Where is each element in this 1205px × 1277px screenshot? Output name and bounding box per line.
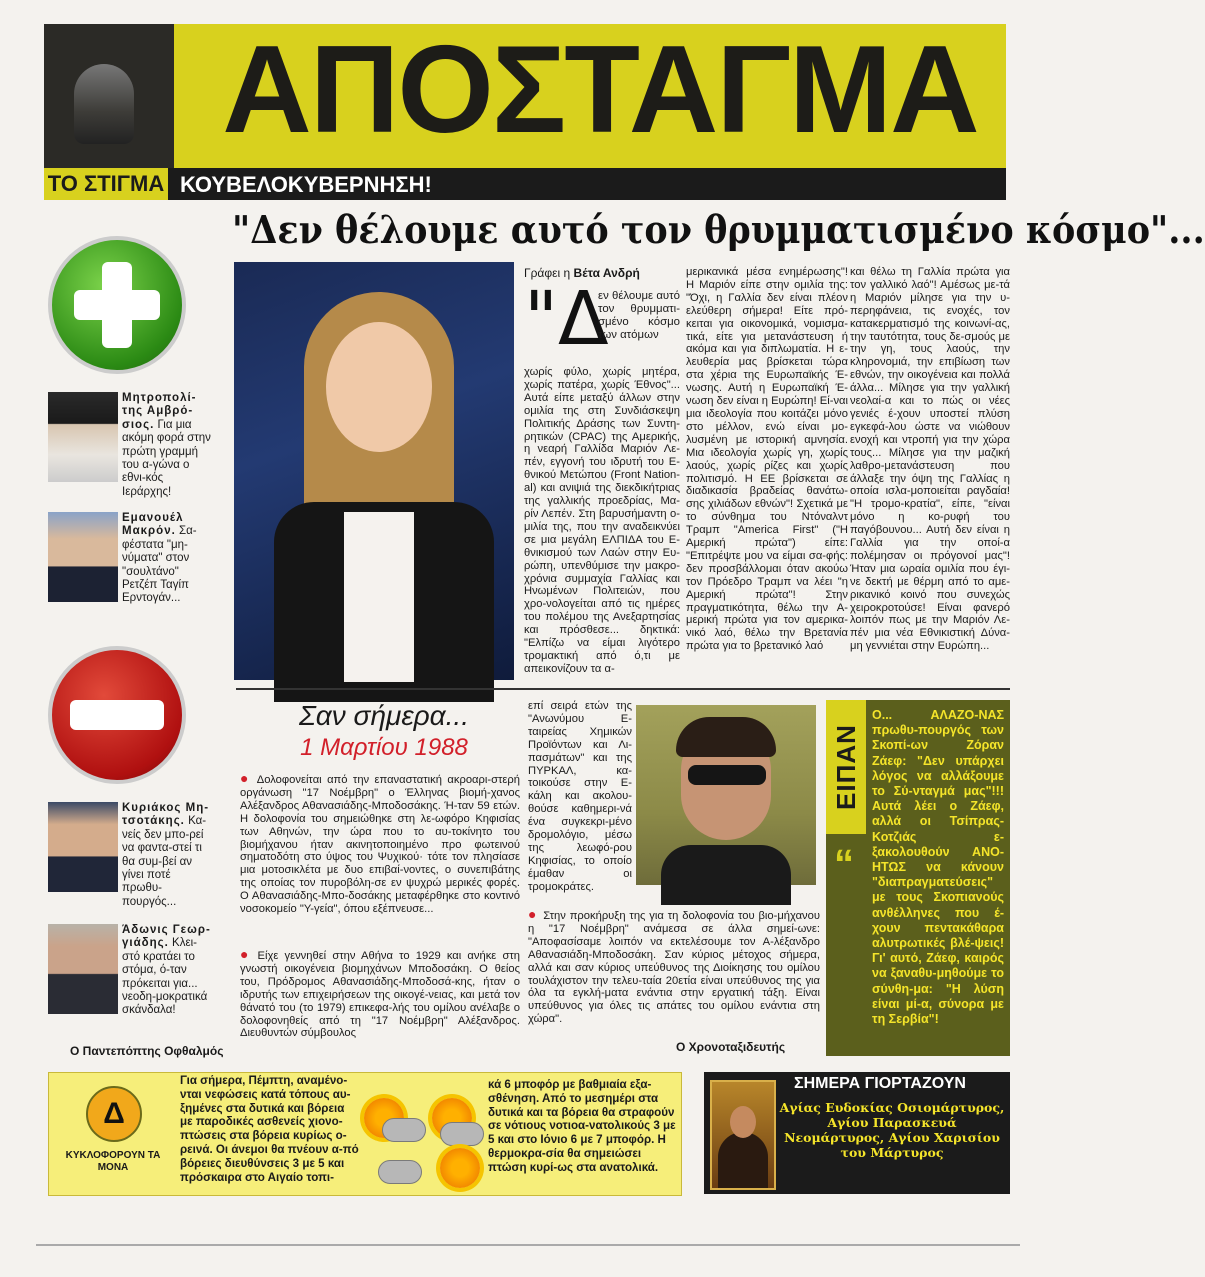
minus-item-2 (122, 924, 212, 1018)
section-topic: ΚΟΥΒΕΛΟΚΥΒΕΡΝΗΣΗ! (180, 172, 432, 197)
plus-item-1 (122, 392, 212, 499)
article-column-1: χωρίς φύλο, χωρίς μητέρα, χωρίς πατέρα, χωρίς Έθνος"... Αυτά είπε μεταξύ άλλων στην ομιλία της στη Συνδιάσκεψη Πολιτικής Δράσης των Συντη-ρητικών (CPAC) της Αμερικής, η νεαρή Γαλλίδα Μαριόν Λε-πέν, εγγονή του ιδρυτή του Ε-θνικού Μετώπου (Front Nation-al) και ανιψιά της διεκδικήτριας της γαλλικής προεδρίας, Μα-ρίν Λεπέν. Στη βαρυσήμαντη ο-μιλία της, που την αναδεικνύει σε μια μεγάλη ΕΛΠΙΔΑ του Ε-θνικισμού των Λαών στην Ευ-ρώπη, υπενθύμισε την μακρο-χρόνια συμμαχία Γαλλίας και Ηνωμένων Πολιτειών, που χρο-νολογείται από τις ημέρες του πολέμου της Ανεξαρτησίας και πρόσθεσε... δηκτικά: "Ελπίζω να είμαι λιγότερο τρομακτική από ό,τι με απεικονίζουν τα α- (524, 366, 680, 675)
masthead-title: ΑΠΟΣΤΑΓΜΑ (222, 21, 978, 159)
quotes-text: Ο... ΑΛΑΖΟ-ΝΑΣ πρωθυ-πουργός των Σκοπί-ων Ζόραν Ζάεφ: "Δεν υπάρχει λόγος να αλλάξουμε το Σύ-νταγμά μας"!!! Αυτά λέει ο Ζάεφ, αλλά οι Τσίπρας-Κοτζιάς ε-ξακολουθούν ΑΝΟ-ΗΤΩΣ να κάνουν "διαπραγματεύσεις" με τους Σκοπιανούς ανθέλληνες που έ-χουν πεντακάθαρα αλυτρωτικές βλέ-ψεις! Γι' αυτό, Ζάεφ, καιρός να ξαναθυ-μηθούμε το σύνθη-μα: "Η λύση είναι μί-α, σύνορα με τη Σερβία"! (872, 708, 1004, 1027)
today-paragraph-1 (240, 772, 520, 916)
portrait-mitsotakis (48, 802, 118, 892)
today-paragraph-3: επί σειρά ετών της "Ανωνύμου Ε-ταιρείας Χημικών Προϊόντων και Λι-πασμάτων" και της ΠΥΡΚΑΛ, κα-τοικούσε στην Ε-κάλη και ακολου-θούσε καθημερι-νά ένα συγκεκρι-μένο δρομολόγιο, μέσω της λεωφό-ρου Κηφισίας, το οποίο έμαθαν οι τρομοκράτες. (528, 700, 632, 893)
article-headline: "Δεν θέλουμε αυτό τον θρυμματισμένο κόσμο"... (232, 207, 1205, 252)
cloud-icon (382, 1118, 426, 1142)
name-days-title: ΣΗΜΕΡΑ ΓΙΟΡΤΑΖΟΥΝ (794, 1075, 966, 1092)
today-paragraph-2 (240, 948, 520, 1040)
plus-item-2 (122, 512, 212, 606)
plus-badge-icon (48, 236, 186, 374)
today-paragraph-4 (528, 908, 820, 1026)
bullet-icon: ● (528, 906, 538, 922)
portrait-ambrosios (48, 392, 118, 482)
section-label: ΤΟ ΣΤΙΓΜΑ (44, 168, 168, 200)
minus-item-1-name: Κυριάκος Μη-τσοτάκης. (122, 802, 210, 828)
article-column-2: μερικανικά μέσα ενημέρωσης"! Η Μαριόν είπε στην ομιλία της: "Όχι, η Γαλλία δεν είναι πλέον ελεύθερη σήμερα! Είτε πρό-κειται για οικονομικά, νομισμα-τικά, είτε για μετανάστευση ή ακόμα και για διπλωματία. Η ε-λευθερία μας βρίσκεται τώρα στα χέρια της Ευρωπαϊκής Έ-νωσης. Αυτή η Ευρωπαϊκή Έ-νωση δεν είναι η Ευρώπη! Εί-ναι μια ιδεολογία που κοιτάζει μόνο στο μέλλον, ενώ είναι μο-λυσμένη με ιστορική αμνησία. Μια ιδεολογία χωρίς γη, χωρίς λαούς, χωρίς ρίζες και χωρίς πολιτισμό. Η ΕΕ βρίσκεται σε διαδικασία βραδείας θανάτω-σης χιλιάδων εθνών"! Σχετικά με το σύνθημα του Ντόναλντ Τραμπ "America First" ("Η Αμερική πρώτα") είπε: "Επιτρέψτε μου να είμαι σα-φής: δεν προσβάλλομαι όταν ακούω τον Πρόεδρο Τραμπ να λέει "η Αμερική πρώτα"! Στην πραγματικότητα, θέλω την Α-μερική πρώτα για τον αμερικα-νικό λαό, θέλω την Βρετανία πρώτα για το βρετανικό λαό (686, 266, 848, 653)
weather-logo-icon: Δ (86, 1086, 142, 1142)
today-signature: Ο Χρονοταξιδευτής (676, 1040, 786, 1054)
plus-item-1-name: Μητροπολί-της Αμβρό-σιος. (122, 392, 197, 431)
name-days-text: Αγίας Ευδοκίας Οσιομάρτυρος, Αγίου Παρασκευά Νεομάρτυρος, Αγίου Χαρισίου του Μάρτυρος (779, 1100, 1005, 1160)
minus-signature: Ο Παντεπόπτης Οφθαλμός (70, 1044, 224, 1058)
article-lead: εν θέλουμε αυτό τον θρυμματι-σμένο κόσμο των ατόμων (598, 290, 680, 341)
article-column-3: και θέλω τη Γαλλία πρώτα για τον γαλλικό λαό"! Αμέσως με-τά η Μαριόν μίλησε για την υ-περηφάνεια, τις ενοχές, τον κατακερματισμό της κοινωνί-ας, την ταυτότητα, τους δε-σμούς με την γη, τους λαούς, την κληρονομιά, την επιβίωση των εθνών, την οικογένεια και πολλά άλλα... Μίλησε για την γαλλική νεολαί-α και το πώς οι νέες γενιές έ-χουν υποστεί πλύση εγκεφά-λου ώστε να νιώθουν ενοχή και ντροπή για την χώρα τους... Μίλησε για την μαζική λαθρο-μετανάστευση που άλλαξε την όψη της Γαλλίας η οποία ισλα-μοποιείται ραγδαία! "Η τρομο-κρατία", είπε, "είναι μόνο η κο-ρυφή του παγόβουνου... Αυτή δεν είναι η Γαλλία για την οποί-α πολέμησαν οι πρόγονοί μας"! Ήταν μια ωραία ομιλία που έγι-νε δεκτή με θέρμη από το αμε-ρικανικό κοινό που συνεχώς χειροκροτούσε! Είναι φανερό λοιπόν πως με την Μαριόν Λε-πέν μια νέα Εθνικιστική Δύνα-μη γεννιέται στην Ευρώπη... (850, 266, 1010, 653)
bodosakis-photo (636, 705, 816, 885)
page-bottom-rule (36, 1244, 1020, 1246)
plus-item-1-text: Για μια ακόμη φορά στην πρώτη γραμμή του α-γώνα ο εθνι-κός Ιεράρχης! (122, 418, 211, 498)
minus-item-1-text: Κα-νείς δεν μπο-ρεί να φαντα-στεί τι θα συμ-βεί αν γίνει ποτέ πρωθυ-πουργός... (122, 815, 207, 908)
plus-item-2-name: Εμανουέλ Μακρόν. (122, 512, 184, 538)
saint-icon (710, 1080, 776, 1190)
minus-item-2-name: Άδωνις Γεωρ-γιάδης. (122, 924, 211, 950)
weather-text-right: κά 6 μποφόρ με βαθμιαία εξα-σθένηση. Από το μεσημέρι στα δυτικά και τα βόρεια θα στραφούν σε νότιους νοτιοα-νατολικούς 3 με 5 και στο Ιόνιο 6 με 7 μποφόρ. Η θερμοκρα-σία θα σημειώσει πτώση κυρί-ως στα ανατολικά. (488, 1078, 676, 1174)
plus-item-2-text: Σα-φέστατα "μη-νύματα" στον "σουλτάνο" Ρετζέπ Ταγίπ Ερντογάν... (122, 525, 197, 605)
bullet-icon: ● (240, 946, 252, 962)
cloud-icon (378, 1160, 422, 1184)
minus-item-1 (122, 802, 212, 909)
weather-text-left: Για σήμερα, Πέμπτη, αναμένο-νται νεφώσεις κατά τόπους αυ-ξημένες στα δυτικά και βόρεια με παροδικές ασθενείς χιονο-πτώσεις στα βόρεια κυρίως ο-ρεινά. Οι άνεμοι θα πνέουν α-πό βόρειες διευθύνσεις 3 με 5 και πρόσκαιρα στο Αιγαίο τοπι- (180, 1074, 359, 1184)
portrait-macron (48, 512, 118, 602)
byline-name: Βέτα Ανδρή (573, 266, 640, 280)
sun-icon (440, 1148, 480, 1188)
article-photo (234, 262, 514, 680)
masked-figure-image (74, 64, 134, 144)
bullet-icon: ● (240, 770, 251, 786)
today-title: Σαν σήμερα... (299, 700, 469, 731)
minus-item-2-text: Κλει-στό κρατάει το στόμα, ό-ταν πρόκειται για... νεοδη-μοκρατικά σκάνδαλα! (122, 937, 208, 1017)
cloud-icon (440, 1122, 484, 1146)
portrait-georgiadis (48, 924, 118, 1014)
today-date: 1 Μαρτίου 1988 (300, 734, 468, 761)
weather-logo-caption: ΚΥΚΛΟΦΟΡΟΥΝ ΤΑ ΜΟΝΑ (65, 1150, 161, 1173)
today-paragraph-4-text: Στην προκήρυξη της για τη δολοφονία του βιο-μήχανου η "17 Νοέμβρη" ανάμεσα σε άλλα σημεί-ωνε: "Αποφασίσαμε λοιπόν να εκτελέσουμε τον Α-λέξανδρο Αθανασιάδη-Μποδοσάκη. Σαν κύριος μέτοχος σήμερα, αλλά και σαν κύριος υπεύθυνος της Διοίκησης του ομίλου τουλάχιστον την τελευ-ταία 20ετία είναι υπεύθυνος της για όλα τα εγκλή-ματα ενάντια στην εργατική τάξη. Είναι υπεύθυνος για όλες τις απάτες του ομίλου ενάντια στη χώρα". (528, 910, 820, 1026)
byline-prefix: Γράφει η (524, 266, 571, 280)
today-paragraph-2-text: Είχε γεννηθεί στην Αθήνα το 1929 και ανήκε στη γνωστή οικογένεια βιομηχάνων Μποδοσάκη. Ο θείος του, Πρόδρομος Αθανασιάδης-Μποδοσά-κης, ήταν ο ιδρυτής των επιχειρήσεων της οικογέ-νειας, και μετά τον θάνατό του (το 1979) επικεφα-λής του ομίλου ανέλαβε ο δολοφονηθείς από τη "17 Νοέμβρη" Αλέξανδρος. Διευθυντών σύμβουλος (240, 950, 520, 1040)
today-paragraph-1-text: Δολοφονείται από την επαναστατική ακροαρι-στερή οργάνωση "17 Νοέμβρη" ο Έλληνας βιομή-χανος Αλέξανδρος Αθανασιάδης-Μποδοσάκης. Ή-ταν 59 ετών. Η δολοφονία του σημειώθηκε στη λε-ωφόρο Κηφισίας των Αθηνών, την ώρα που το αυ-τοκίνητο του βιομήχανου ήταν ακινητοποιημένο προ φωτεινού σηματοδότη στο ύψος του Ψυχικού· τότε τον πλησίασε μια μοτοσικλέτα με δυο επιβαί-νοντες, ο συνεπιβάτης της οποίας τον πυροβόλη-σε εν ψυχρώ μερικές φορές. Ο Αθανασιάδης-Μπο-δοσάκης μεταφέρθηκε στο κοντινό νοσοκομείο "Υ-γεία", όπου εξέπνευσε... (240, 774, 520, 916)
quotes-label: ΕΙΠΑΝ (831, 724, 861, 810)
minus-badge-icon (48, 646, 186, 784)
section-divider (236, 688, 1010, 690)
quote-mark-icon: “ (834, 842, 854, 886)
masthead-image (44, 24, 174, 168)
drop-cap: "Δ (524, 276, 609, 362)
